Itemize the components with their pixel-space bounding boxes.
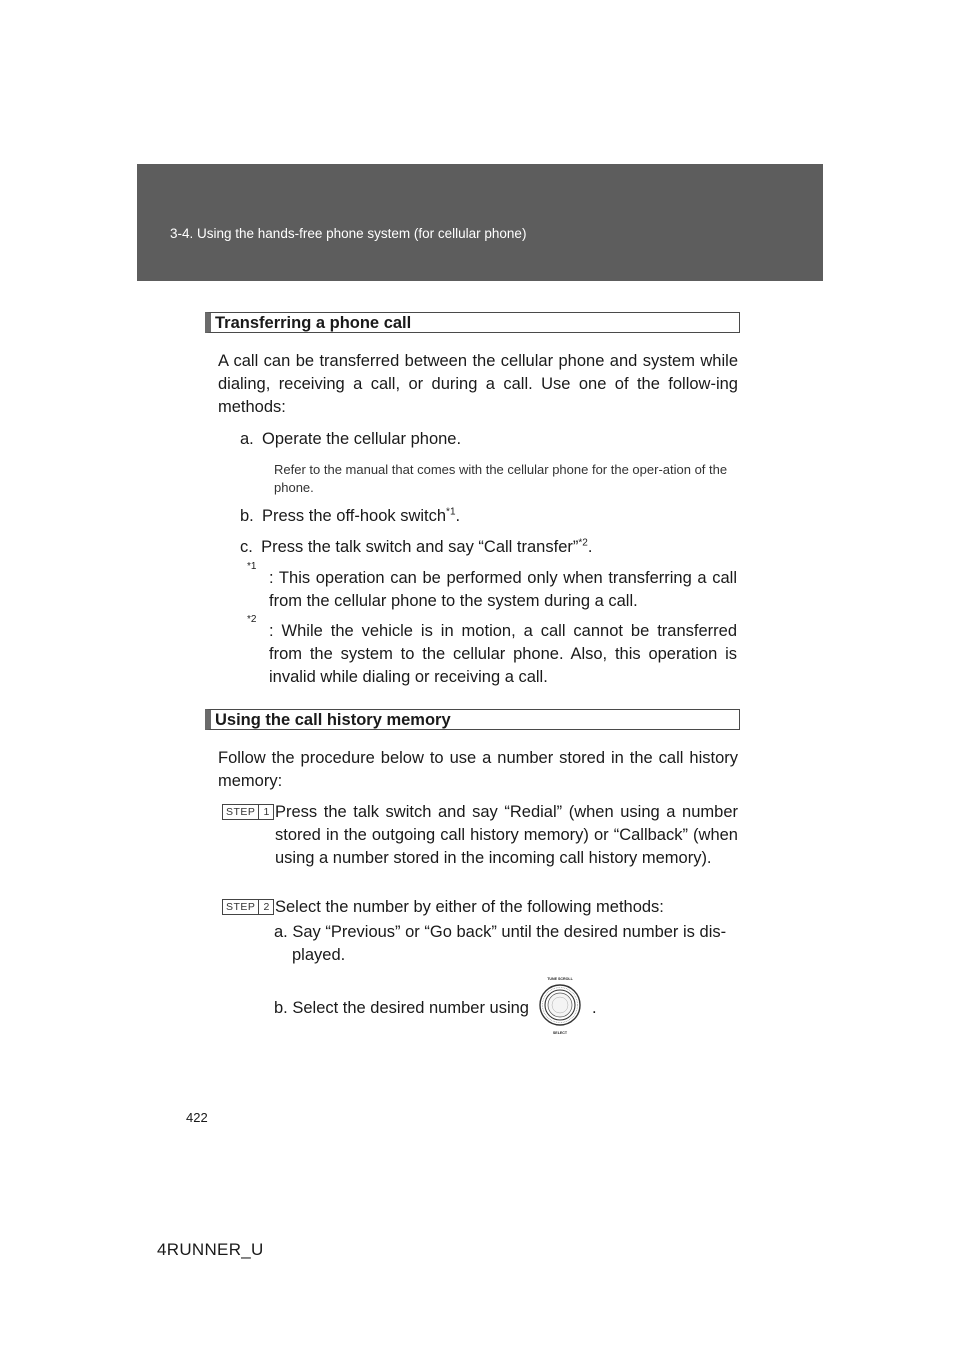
step-word: STEP xyxy=(223,900,259,914)
footnote-ref-2: *2 xyxy=(578,537,588,549)
chapter-header-band xyxy=(137,164,823,281)
transfer-intro-paragraph: A call can be transferred between the cellular phone and system while dialing, receiving a call, or during a call. Use one of the follow-ing methods: xyxy=(218,352,738,416)
step-number: 1 xyxy=(263,806,270,818)
chapter-section-title: 3-4. Using the hands-free phone system (for cellular phone) xyxy=(170,226,527,241)
step-2-method-b-period: . xyxy=(592,999,597,1017)
page-number: 422 xyxy=(186,1110,208,1125)
method-b-text: b. Press the off-hook switch xyxy=(240,507,447,525)
method-a-note: Refer to the manual that comes with the cellular phone for the oper-ation of the phone. xyxy=(274,462,728,495)
footnote-2-text: : While the vehicle is in motion, a call cannot be transferred from the system to the cellular phone. Also, this operation is invalid while dialing or receiving a call. xyxy=(269,622,737,686)
method-c-text: c. Press the talk switch and say “Call transfer” xyxy=(240,538,579,556)
method-c: c. Press the talk switch and say “Call transfer”$^{*2}$. xyxy=(240,537,593,556)
step-number: 2 xyxy=(263,901,270,913)
tune-select-knob-icon xyxy=(537,974,583,1036)
footnote-1: *1 : This operation can be performed only when transferring a call from the cellular phone to the system during a call. xyxy=(247,567,737,613)
history-intro-paragraph: Follow the procedure below to use a number stored in the call history memory: xyxy=(218,749,738,790)
step-1 xyxy=(222,801,738,870)
step-1-text: Press the talk switch and say “Redial” (when using a number stored in the outgoing call history memory) or “Callback” (when using a number stored in the incoming call history memory). xyxy=(275,803,738,867)
step-2 xyxy=(222,896,738,919)
knob-top-label: TUNE SCROLL xyxy=(547,977,573,981)
footnote-1-text: : This operation can be performed only when transferring a call from the cellular phone to the system during a call. xyxy=(269,569,737,610)
section-heading-transferring xyxy=(205,312,740,333)
section-heading-text: Transferring a phone call xyxy=(215,314,412,332)
step-1-badge xyxy=(222,804,274,820)
step-2-method-a xyxy=(274,921,738,967)
step-2-method-a-text: a. Say “Previous” or “Go back” until the desired number is dis-played. xyxy=(274,923,727,964)
step-2-badge xyxy=(222,899,274,915)
section-heading-call-history xyxy=(205,709,740,730)
step-2-method-b: b. Select the desired number using xyxy=(274,999,529,1017)
step-word: STEP xyxy=(223,805,259,819)
knob-bottom-label: SELECT xyxy=(552,1031,568,1035)
footnote-ref-1: *1 xyxy=(446,506,456,518)
model-code: 4RUNNER_U xyxy=(157,1240,264,1259)
section-heading-text: Using the call history memory xyxy=(215,711,451,729)
step-2-text: Select the number by either of the following methods: xyxy=(275,898,664,916)
method-b: b. Press the off-hook switch$^{*1}$. xyxy=(240,506,461,525)
footnote-2: *2 : While the vehicle is in motion, a call cannot be transferred from the system to the cellular phone. Also, this operation is invalid while dialing or receiving a call. xyxy=(247,620,737,689)
method-a: a. Operate the cellular phone. xyxy=(240,430,462,448)
